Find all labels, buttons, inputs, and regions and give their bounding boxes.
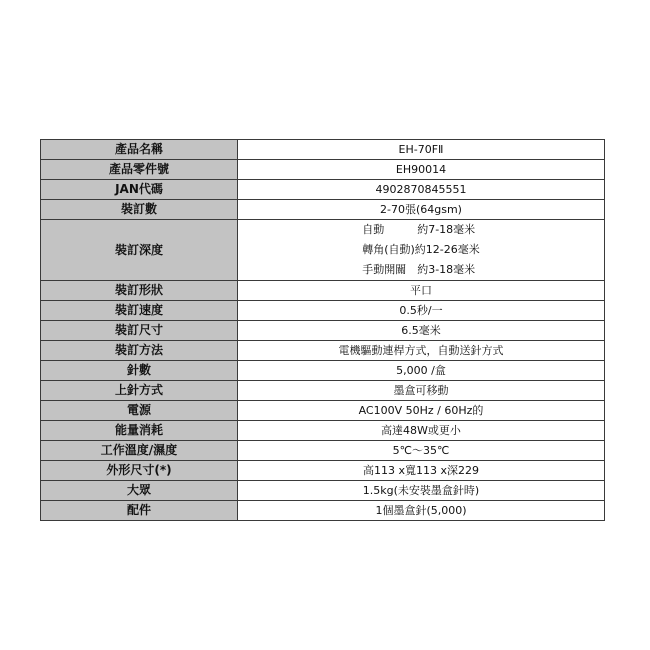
table-row [41, 301, 605, 321]
row-value: 1個墨盒針(5,000) [238, 501, 605, 521]
row-value: 平口 [238, 281, 605, 301]
binding-depth-manual: 手動開關 約3-18毫米 [362, 263, 476, 276]
row-label: 裝訂尺寸 [41, 321, 238, 341]
row-value: 5,000 /盒 [238, 361, 605, 381]
row-value: EH90014 [238, 160, 605, 180]
binding-depth-lines [362, 220, 480, 280]
row-label: 裝訂速度 [41, 301, 238, 321]
table-row [41, 481, 605, 501]
table-row [41, 341, 605, 361]
table-row [41, 200, 605, 220]
row-value: 0.5秒/一 [238, 301, 605, 321]
table-row [41, 321, 605, 341]
row-label: JAN代碼 [41, 180, 238, 200]
spec-table [40, 139, 605, 521]
row-label: 裝訂數 [41, 200, 238, 220]
row-value: 1.5kg(未安裝墨盒針時) [238, 481, 605, 501]
binding-depth-corner: 轉角(自動)約12-26毫米 [362, 243, 480, 256]
table-row [41, 441, 605, 461]
row-label: 外形尺寸(*) [41, 461, 238, 481]
spec-table-body [41, 140, 605, 521]
table-row [41, 461, 605, 481]
table-row [41, 501, 605, 521]
row-label: 裝訂深度 [41, 220, 238, 281]
row-value: 墨盒可移動 [238, 381, 605, 401]
table-row [41, 140, 605, 160]
row-label: 針數 [41, 361, 238, 381]
row-value-multiline [238, 220, 605, 281]
row-label: 配件 [41, 501, 238, 521]
row-value: 4902870845551 [238, 180, 605, 200]
row-label: 產品名稱 [41, 140, 238, 160]
table-row [41, 361, 605, 381]
row-value: 6.5毫米 [238, 321, 605, 341]
table-row [41, 381, 605, 401]
table-row [41, 220, 605, 281]
row-value: 高113 x寬113 x深229 [238, 461, 605, 481]
table-row [41, 281, 605, 301]
row-label: 裝訂形狀 [41, 281, 238, 301]
row-label: 工作溫度/濕度 [41, 441, 238, 461]
row-label: 裝訂方法 [41, 341, 238, 361]
row-value: AC100V 50Hz / 60Hz的 [238, 401, 605, 421]
table-row [41, 180, 605, 200]
row-value: 5℃～35℃ [238, 441, 605, 461]
table-row [41, 160, 605, 180]
table-row [41, 421, 605, 441]
row-label: 大眾 [41, 481, 238, 501]
row-value: 高達48W或更小 [238, 421, 605, 441]
table-row [41, 401, 605, 421]
row-label: 電源 [41, 401, 238, 421]
row-label: 產品零件號 [41, 160, 238, 180]
row-value: EH-70FⅡ [238, 140, 605, 160]
row-label: 上針方式 [41, 381, 238, 401]
row-value: 2-70張(64gsm) [238, 200, 605, 220]
row-label: 能量消耗 [41, 421, 238, 441]
row-value: 電機驅動連桿方式，自動送針方式 [238, 341, 605, 361]
binding-depth-auto: 自動 約7-18毫米 [362, 223, 476, 236]
